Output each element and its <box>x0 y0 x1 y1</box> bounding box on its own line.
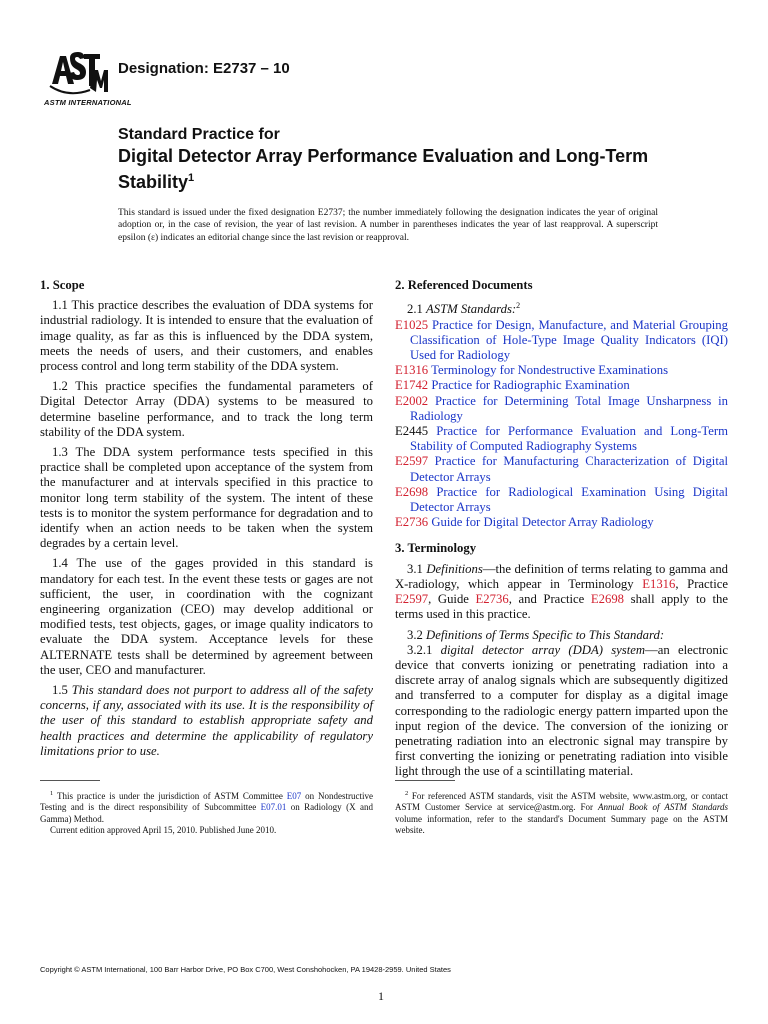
paragraph-1-3: 1.3 The DDA system performance tests specified in this practice shall be completed upon acceptance of the system from the manufacturer and at intervals specified in this practice to monitor long term stability of the system. The intent of these tests is to monitor the system performance for degradation and to identify when an action needs to be taken when the system degrades by a certain level. <box>40 445 373 551</box>
reference-item <box>395 485 728 515</box>
reference-title-link[interactable]: Guide for Digital Detector Array Radiology <box>431 515 654 530</box>
reference-item <box>395 378 728 393</box>
reference-code: E2445 <box>395 424 429 439</box>
reference-title-link[interactable]: Practice for Determining Total Image Unsharpness in Radiology <box>410 393 728 423</box>
footnote-rule-left <box>40 780 100 781</box>
astm-standards-subheading: 2.1 ASTM Standards:$^2$ <box>407 301 521 317</box>
reference-list <box>395 318 728 531</box>
reference-code-link[interactable]: E1316 <box>395 363 429 378</box>
reference-code-link[interactable]: E2597 <box>395 454 429 469</box>
title-block <box>118 126 678 193</box>
reference-title-link[interactable]: Practice for Performance Evaluation and Long-Term Stability of Computed Radiography Systems <box>410 424 729 454</box>
reference-code-link[interactable]: E2736 <box>395 515 429 530</box>
approval-date: Current edition approved April 15, 2010. Published June 2010. <box>50 824 277 835</box>
reference-title-link[interactable]: Terminology for Nondestructive Examinations <box>431 363 669 378</box>
footnote-2: $^2$ For referenced ASTM standards, visit the ASTM website, www.astm.org, or contact ASTM Customer Service at service@astm.org. For Annual Book of ASTM Standards volume information, refer to the standard's Document Summary page on the ASTM website. <box>395 790 729 835</box>
committee-link-e07[interactable]: E07 <box>286 791 302 801</box>
reference-item <box>395 515 728 530</box>
paragraph-1-2: 1.2 This practice specifies the fundamental parameters of Digital Detector Array (DDA) systems to be measured to determine baseline performance, and to track the long term stability of the DDA system. <box>40 379 373 439</box>
section-heading-scope: 1. Scope <box>40 278 85 292</box>
reference-item <box>395 394 728 424</box>
paragraph-1-5: 1.5 This standard does not purport to address all of the safety concerns, if any, associated with its use. It is the responsibility of the user of this standard to establish appropriate safety and health practices and determine the applicability of regulatory limitations prior to use. <box>40 683 374 758</box>
section-heading-referenced: 2. Referenced Documents <box>395 278 533 292</box>
reference-item <box>395 318 728 364</box>
left-column <box>40 278 373 764</box>
reference-title-link[interactable]: Practice for Design, Manufacture, and Material Grouping Classification of Hole-Type Image Quality Indicators (IQI) Used for Radiology <box>410 317 728 363</box>
footnote-1: $^1$ This practice is under the jurisdiction of ASTM Committee E07 on Nondestructive Testing and is the direct responsibility of Subcommittee E07.01 on Radiology (X and Gamma) Method. Current edition approved April 15, 2010. Published June 2010. <box>40 790 374 835</box>
footnote-rule-right <box>395 780 455 781</box>
designation: Designation: E2737 – 10 <box>118 60 290 77</box>
reference-item <box>395 424 728 454</box>
issuance-notice: This standard is issued under the fixed designation E2737; the number immediately following the designation indicates the year of original adoption or, in the case of revision, the year of last revision. A number in parentheses indicates the year of last reapproval. A superscript epsilon (ε) indicates an editorial change since the last revision or reapproval. <box>118 208 658 243</box>
paragraph-3-1: 3.1 Definitions—the definition of terms relating to gamma and X-radiology, which appear in Terminology E1316, Practice E2597, Guide E2736, and Practice E2698 shall apply to the terms used in this practice. <box>395 561 729 622</box>
ref-link-e2698[interactable]: E2698 <box>590 592 625 607</box>
subcommittee-link-e07-01[interactable]: E07.01 <box>260 802 287 813</box>
reference-title-link[interactable]: Practice for Manufacturing Characterization of Digital Detector Arrays <box>410 454 728 484</box>
copyright-line: Copyright © ASTM International, 100 Barr Harbor Drive, PO Box C700, West Conshohocken, PA 19428-2959. United States <box>40 965 451 974</box>
title-prefix: Standard Practice for <box>118 126 280 143</box>
paragraph-3-2: 3.2 Definitions of Terms Specific to This Standard: <box>407 627 665 642</box>
astm-logo <box>44 50 132 108</box>
reference-code-link[interactable]: E1025 <box>395 317 429 332</box>
document-title: Digital Detector Array Performance Evaluation and Long-Term Stability$^1$ <box>118 146 649 192</box>
ref-link-e1316[interactable]: E1316 <box>642 576 676 591</box>
reference-code-link[interactable]: E2002 <box>395 393 429 408</box>
paragraph-1-1: 1.1 This practice describes the evaluation of DDA systems for industrial radiology. It is intended to ensure that the evaluation of image quality, as far as this is influenced by the DDA system, meets the needs of users, and their customers, and enables process control and long term stability of the DDA system. <box>40 298 373 374</box>
right-column <box>395 278 728 785</box>
ref-link-e2597[interactable]: E2597 <box>395 592 429 607</box>
paragraph-1-4: 1.4 The use of the gages provided in this standard is mandatory for each test. In the event these tests or gages are not sufficient, the user, in coordination with the cognizant engineering organization (CEO) may develop additional or modified tests, test objects, gages, or image quality indicators to evaluate the DDA system. Acceptance levels for these ALTERNATE tests shall be determined by agreement between the user, CEO and manufacturer. <box>40 556 373 677</box>
reference-title-link[interactable]: Practice for Radiological Examination Using Digital Detector Arrays <box>410 484 728 515</box>
reference-code-link[interactable]: E1742 <box>395 378 429 393</box>
reference-item <box>395 454 728 484</box>
paragraph-3-2-1: 3.2.1 digital detector array (DDA) system—an electronic device that converts ionizing or penetrating radiation into a discrete array of analog signals which are subsequently digitized and transferred to a computer for display as a digital image corresponding to the radiologic energy pattern imparted upon the input region of the device. The conversion of the ionizing or penetrating radiation into an electronic signal may transpire by first converting the ionizing or penetrating radiation into visible light through the use of a scintillating material. <box>395 642 728 779</box>
page-number: 1 <box>378 989 384 1003</box>
ref-link-e2736[interactable]: E2736 <box>475 592 509 607</box>
reference-code-link[interactable]: E2698 <box>395 484 429 499</box>
section-heading-terminology: 3. Terminology <box>395 541 477 556</box>
reference-title-link[interactable]: Practice for Radiographic Examination <box>431 378 630 393</box>
reference-item <box>395 363 728 378</box>
logo-wordmark: ASTM INTERNATIONAL <box>44 98 132 107</box>
